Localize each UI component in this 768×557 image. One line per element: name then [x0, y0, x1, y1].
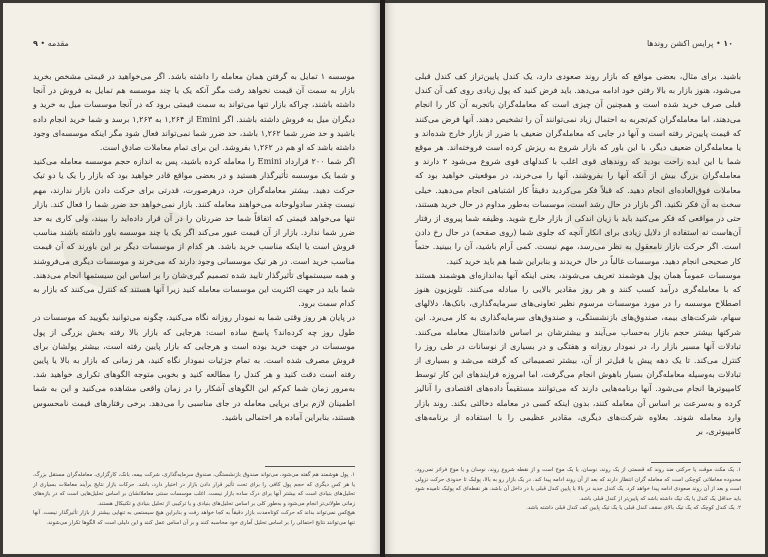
right-page-header — [647, 39, 733, 48]
page-number: ٩ — [33, 39, 38, 48]
left-body-text — [33, 69, 355, 424]
right-footnotes — [415, 466, 741, 514]
paragraph: موسسات عموماً همان پول هوشمند تعریف می‌شوند، یعنی اینکه آنها به‌اندازه‌ای هوشمند هستند که با معامله‌گری درآمد کسب کنند و هر روز مقادیر بالایی را مبادله می‌کنند. تلویزیون هنوز اصطلاح موسسه را در مورد موسسات مرسوم نظیر تعاونی‌های سرمایه‌گذاری، بانک‌ها، دلالهای سهام، شرکت‌های بیمه، صندوق‌های بازنشستگی، و صندوق‌های سرمایه‌گذاری به کار می‌برد. این شرکتها بیشتر حجم بازار به‌حساب می‌آیند و بیشترشان بر اساس فاندامنتال معامله می‌کنند. تبادلات آنها مسیر بازار را، در نمودار روزانه و هفتگی و در بسیاری از نوسانات در طی روز را کنترل می‌کند. تا یک دهه پیش یا قبل‌تر از آن، بیشتر تصمیماتی که گرفته می‌شد و بسیاری از تبادلات به‌وسیله معامله‌گران بسیار باهوش انجام می‌گرفت، اما امروزه فرایندهای این کار توسط کامپیوترها انجام می‌شود. آنها برنامه‌هایی دارند که می‌توانند مستقیماً داده‌های اقتصادی را آنالیز کرده و به‌سرعت بر اساس آن معامله کنند، بدون اینکه کسی در معامله دخالتی بکند. روند بازار وارد معامله شوند. بعلاوه شرکت‌های دیگری، مقادیر عظیمی را با استفاده از برنامه‌های کامپیوتری، بر — [415, 269, 741, 437]
header-bullet: • — [37, 39, 46, 48]
page-number: ١٠ — [723, 39, 733, 48]
header-bullet: • — [713, 39, 721, 48]
paragraph: در پایان هر روز وقتی شما به نمودار روزانه نگاه می‌کنید، چگونه می‌توانید بگویید که موسسات در طول روز چه کرده‌اند؟ پاسخ ساده است: هرجایی که بازار بالا رفته بخش بزرگی از پول موسسات در جهت خرید بوده است و هرجایی که بازار پایین رفته است، بیشتر پولشان برای فروش مصرف شده است. به تمام جزئیات نمودار نگاه کنید، هر زمانی که بازار به بالا یا پایین رفته است دقت کنید و هر کندل را مطالعه کنید و بخوبی متوجه الگوهای تکراری خواهید شد. به‌مرور زمان شما کم‌کم این الگوهای آشکار را در زمان واقعی مشاهده می‌کنید و این به شما اطمینان لازم برای برپایی معامله در جای مناسبی را می‌دهد. برخی رفتارهای قیمت نامحسوس هستند، بنابراین آماده هر احتمالی باشید. — [33, 312, 355, 422]
footnote: ٢. یک کندل کوچک که یک تیک بالای سقف کندل قبلی یا یک تیک پایین کف کندل قبلی داشته باشد. — [526, 505, 741, 512]
paragraph: اگر شما ٢٠٠ قرارداد Emini را معامله کرده باشید، پس به اندازه حجم موسسه معامله می‌کنید و شما یک موسسه تأثیرگذار هستید و در بعضی مواقع قادر خواهید بود که بازار را یک یا دو تیک حرکت دهید. بیشتر معامله‌گران خرد، درهرصورت، قدرتی برای حرکت دادن بازار ندارند، مهم نیست چقدر سادولوحانه می‌خواهند معامله کنند. بازار نمی‌خواهد حد ضرر شما را فعال کند. بازار تنها می‌خواهد قیمتی که اتفاقاً شما حد ضررتان را در آن قرار داده‌اید را ببیند، ولی کاری به حد ضرر شما ندارد. بازار از آن قیمت عبور می‌کند اگر یک یا چند موسسه باور داشته باشند مناسب فروش است یا اینکه مناسب خرید باشد. هر کدام از موسسات دیگر بر این باورند که آن قیمت مناسب خرید است. در هر تیک موسسانی وجود دارند که می‌خرند و موسسات دیگری می‌فروشند و همه سیستمهای تأثیرگذار تایید شده تصمیم گیری‌شان را بر اساس این سیستمها انجام می‌دهند. شما باید در جهت اکثریت این موسسات معامله کنید زیرا آنها هستند که کنترل می‌کنند که بازار به کدام سمت برود. — [33, 156, 355, 309]
footnote: ١. پول هوشمند هم گفته می‌شود، می‌تواند صندوق بازنشستگی، صندوق سرمایه‌گذاری، شرکت بیمه، بانک، کارگزاری، معامله‌گران مستقل بزرگ، یا هر کس دیگری که حجم پول کافی را برای تحت تأثیر قرار دادن بازار در اختیار دارد، باشد. حرکات بازار نتایج برآیند معاملات بسیاری از تحلیل‌های بنیادی است که بیشتر آنها برای درک ساده بازار نیست. اغلب موسسات سنتی معاملاتشان بر اساس تحلیل‌هایی است که در بازه‌های زمانی طولانی‌تر انجام می‌شود و به‌طور کلی بر اساس تحلیل‌های بنیادی و یا ترکیبی از تحلیل بنیادی و تکنیکال هستند. — [33, 472, 355, 507]
footnote-rule — [651, 462, 741, 463]
footnote-rule — [265, 466, 355, 467]
footnote: ١. یک مکث موقت یا حرکتی ضد روند که قسمتی از یک روند، نوسان، یا یک موج است و از نقطه شروع روند، نوسان و یا موج فراتر نمی‌رود. محدوده معاملاتی کوچکی است که معامله گران انتظار دارند که بعد از آن روند ادامه پیدا کند. در یک بازار رو به بالا، پولبک تا حدودی حرکت نزولی است و بعد از آن روند صعودی ادامه پیدا خواهد کرد. یک کندل جدید در بالا یا پایین کندل قبلی یا در داخل آن باشد. هر نقطه‌ای که پولبک نامیده شود باید حداقل یک کندل یا یک تیک داشته باشد که پایین‌تر از کندل قبلی باشد. — [415, 467, 741, 502]
right-page — [385, 3, 765, 554]
left-page-header — [33, 39, 69, 48]
header-title: مقدمه — [47, 39, 69, 48]
left-page — [3, 3, 380, 554]
paragraph: موسسه ١ تمایل به گرفتن همان معامله را داشته باشد. اگر می‌خواهید در قیمتی مشخص بخرید بازار به سمت آن قیمت نخواهد رفت مگر آنکه یک یا چند موسسه هم تمایل به فروش در آنجا داشته باشند، چراکه بازار تنها می‌تواند به سمت قیمتی برود که در آنجا موسسات میل به خرید و دیگران میل به فروش داشته باشند. اگر Emini از ١,٢۶۴ به ١,٢۶٣ برسد و شما خرید انجام داده باشید و حد ضرر شما ١,٢۶٢ باشد، حد ضرر شما نمی‌تواند فعال شود مگر اینکه موسسه‌ای وجود داشته باشد که او هم در ١,٢۶٢ بفروشد. این برای تمام معاملات صادق است. — [33, 71, 355, 153]
right-body-text — [415, 69, 741, 438]
footnote: هیچ‌کس نمی‌تواند بداند که حرکت کوتاه‌مدت بازار دقیقاً به کجا خواهد رفت و بنابراین هیچ سیستمی به تنهایی بیشتر از بازار تأثیرگذار نیست. آنها تنها می‌توانند نتایج احتمالی را بر اساس تحلیل آماری خود محاسبه کنند و بر آن اساس عمل کنند و این دلیلی است که الگوها تکرار می‌شوند. — [33, 510, 355, 526]
left-footnotes — [33, 471, 355, 529]
paragraph: باشید. برای مثال، بعضی مواقع که بازار روند صعودی دارد، یک کندل پایین‌تراز کف کندل قبلی می‌شود، هنوز بازار به بالا رفتن خود ادامه می‌دهد. باید فرض کنید که پول زیادی روی کف آن کندل قبلی صرف خرید شده است و همچنین آن چیزی است که معامله‌گران باتجربه آن کار را انجام می‌دهند، اما معامله‌گران کم‌تجربه به احتمال زیاد نمی‌توانند آن را تشخیص دهند. آنها فرض می‌کنند که قیمت پایین‌تر رفته است و آنها در جایی که معامله‌گران ضعیف با ضرر از بازار خارج شده‌اند و یا معامله‌گران ضعیف دیگر، با این باور که بازار شروع به ریزش کرده است فروخته‌اند. هر موقع شما با این ایده راحت بودید که روندهای قوی اغلب با کندلهای قوی شروع می‌شود ٢ دارند و معامله‌گران بزرگ بیش از آنکه آنها را بفروشند، آنها را می‌خرند، در موقعیتی خواهید بود که معاملات فوق‌العاده‌ای انجام دهید. که قبلاً فکر می‌کردید دقیقاً کار اشتباهی انجام می‌دهید. خیلی سخت به آن فکر نکنید. اگر بازار در حال رشد است، موسسات به‌طور مداوم در حال خرید هستند، حتی در مواقعی که فکر می‌کنید باید با زیان اندکی از بازار خارج شوید. وظیفه شما پیروی از رفتار آن‌هاست نه استفاده از دلایل زیادی برای انکار آنچه که جلوی شما (روی صفحه) در حال رخ دادن است. اگر حرکت بازار نامعقول به نظر می‌رسد، مهم نیست. کمی آرام باشید، آن را ببینید. حتماً کار صحیحی انجام دهید. موسسات غالباً در حال خریدند و بنابراین شما هم باید خرید کنید. — [415, 71, 741, 266]
header-title: پرایس اکشن روندها — [646, 39, 714, 48]
